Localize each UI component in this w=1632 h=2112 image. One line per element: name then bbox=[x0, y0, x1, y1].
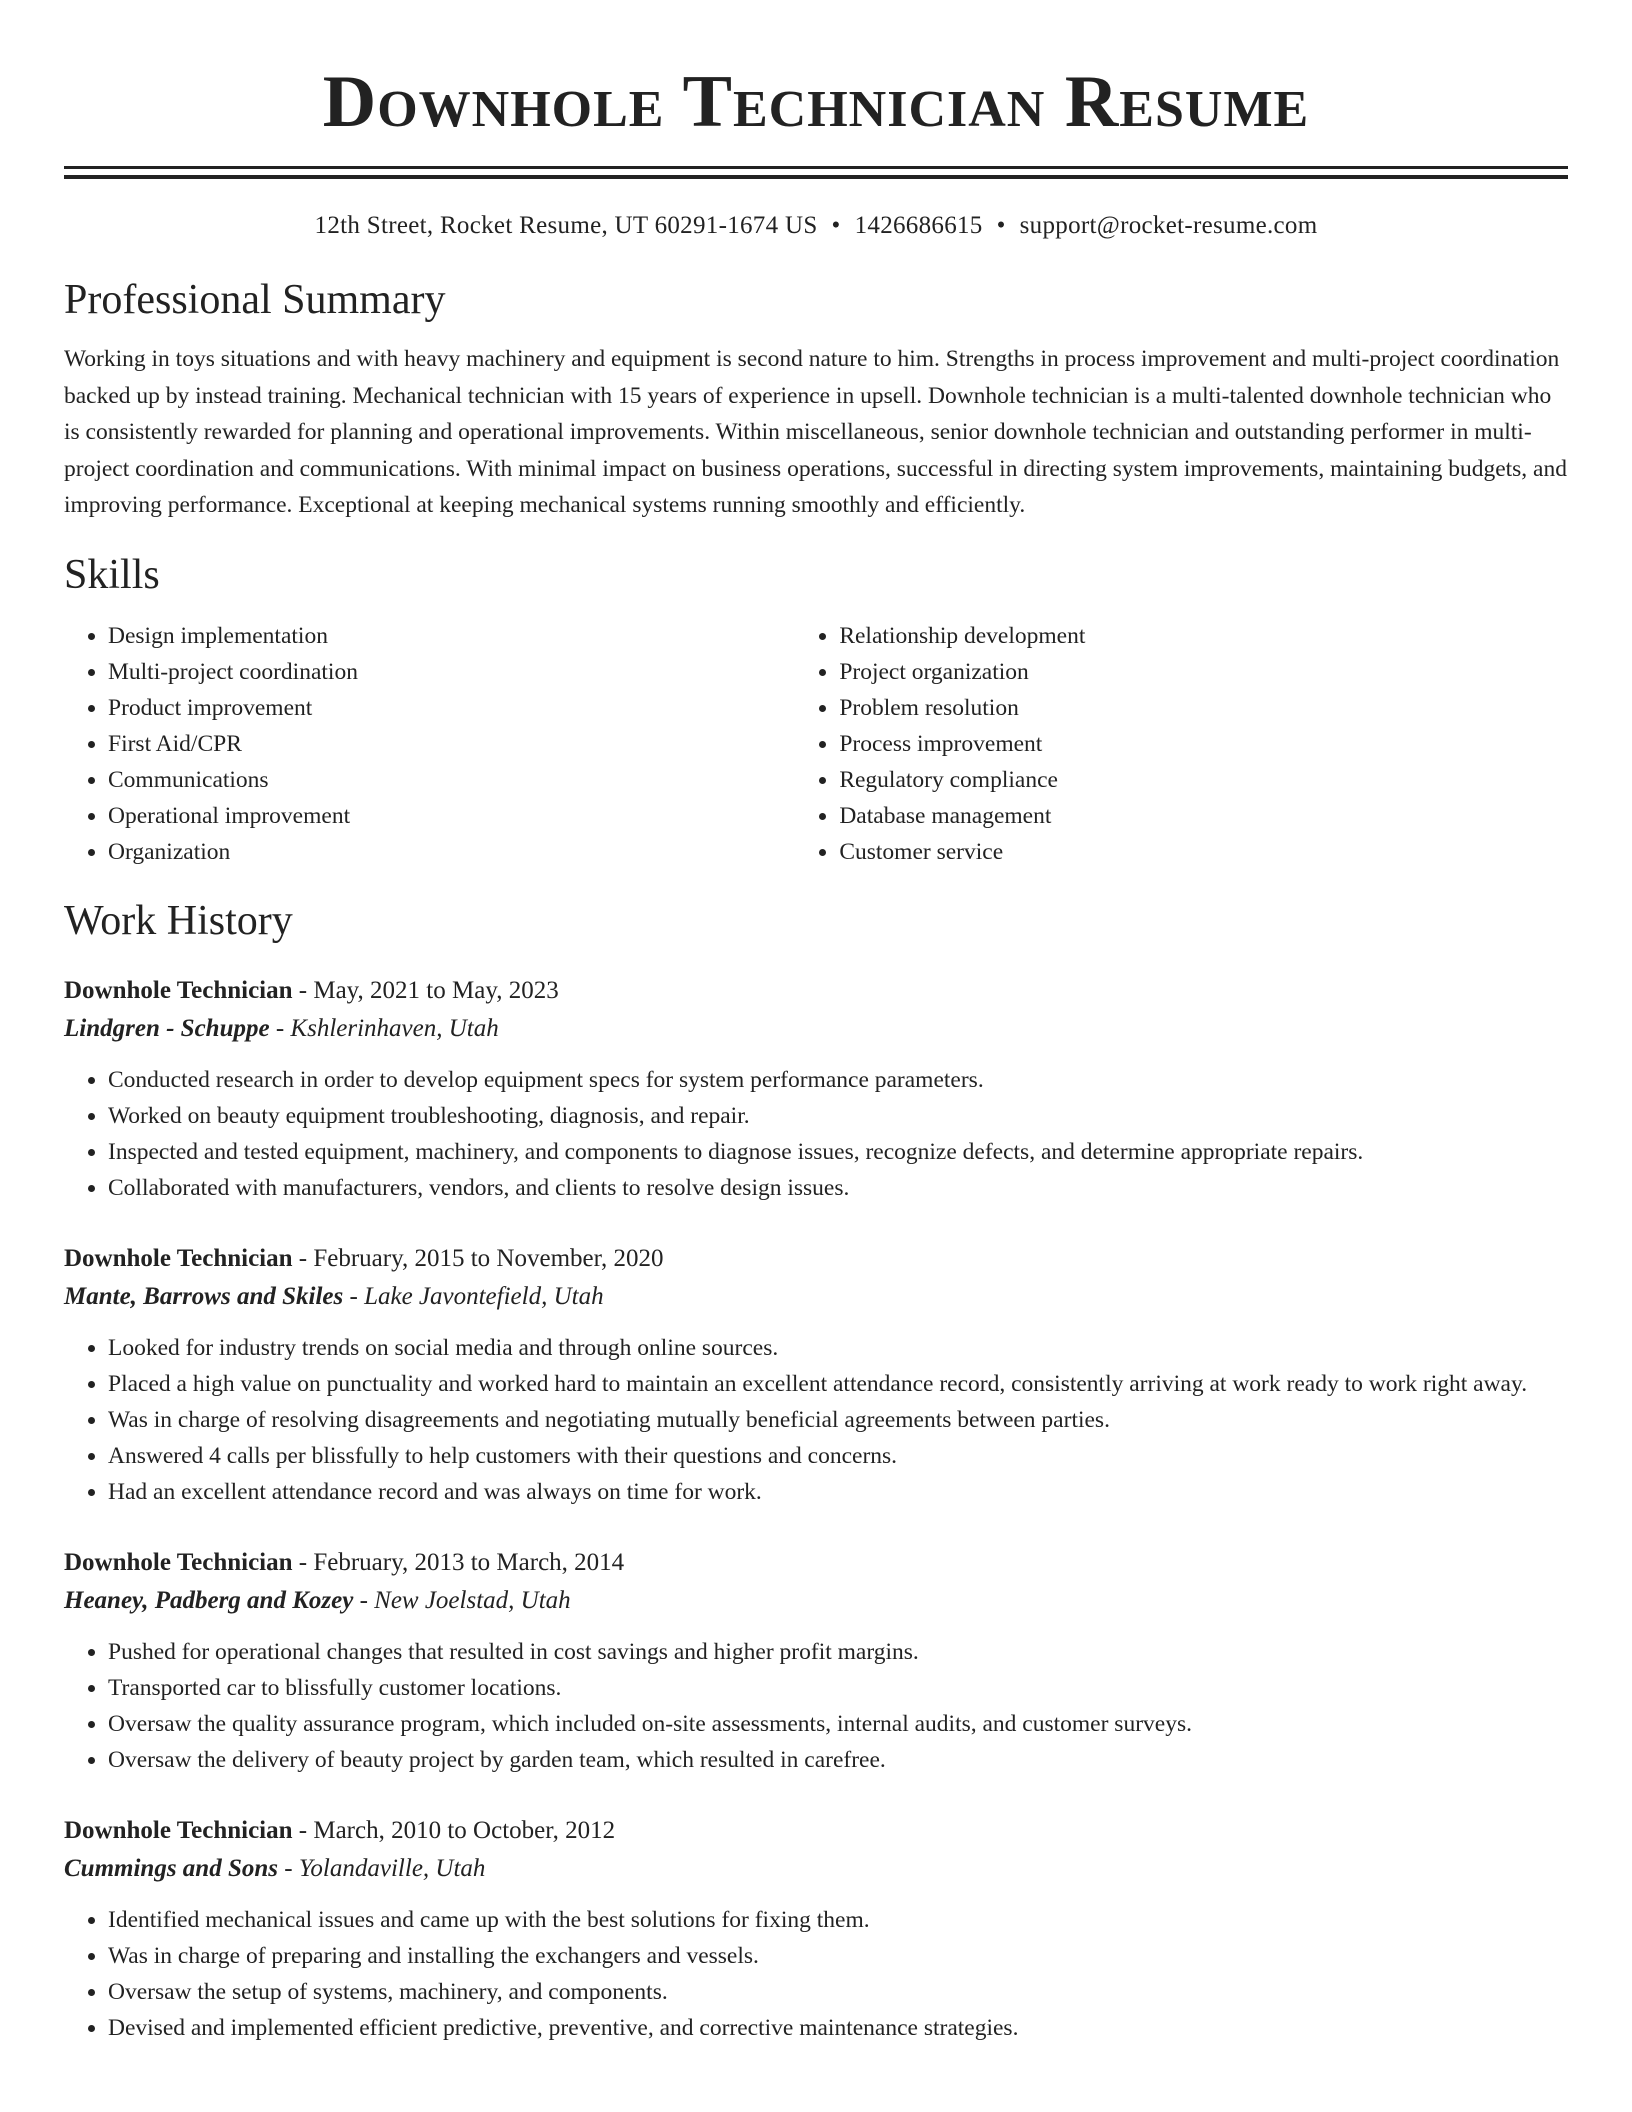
skill-item: • Process improvement bbox=[839, 726, 1568, 762]
job-dates: - February, 2013 to March, 2014 bbox=[292, 1548, 625, 1576]
job-title: Downhole Technician bbox=[64, 1816, 293, 1844]
job-bullets bbox=[64, 1330, 1568, 1510]
job-dates: - March, 2010 to October, 2012 bbox=[292, 1816, 616, 1844]
job-company: Heaney, Padberg and Kozey bbox=[64, 1586, 354, 1614]
job-title-line bbox=[64, 1544, 1568, 1582]
resume-title: Downhole Technician Resume bbox=[322, 61, 1310, 143]
skill-item: • Relationship development bbox=[839, 618, 1568, 654]
job-company: Cummings and Sons bbox=[64, 1854, 278, 1882]
job-bullet: • Oversaw the setup of systems, machinery, and components. bbox=[108, 1974, 1568, 2010]
job-company-line bbox=[64, 1278, 1568, 1316]
job-company: Mante, Barrows and Skiles bbox=[64, 1282, 344, 1310]
job-bullet: • Had an excellent attendance record and was always on time for work. bbox=[108, 1474, 1568, 1510]
job-company-line bbox=[64, 1582, 1568, 1620]
job-bullet: • Was in charge of preparing and installing the exchangers and vessels. bbox=[108, 1938, 1568, 1974]
summary-heading: Professional Summary bbox=[64, 277, 446, 323]
title-divider-top bbox=[64, 166, 1568, 169]
job-title-line bbox=[64, 1240, 1568, 1278]
contact-email: support@rocket-resume.com bbox=[1019, 212, 1318, 239]
job-bullet: • Oversaw the quality assurance program, which included on-site assessments, internal audits, and customer surveys. bbox=[108, 1706, 1568, 1742]
job-bullets bbox=[64, 1634, 1568, 1778]
job-company: Lindgren - Schuppe bbox=[64, 1014, 270, 1042]
job-bullet: • Was in charge of resolving disagreements and negotiating mutually beneficial agreements between parties. bbox=[108, 1402, 1568, 1438]
job-bullet: • Pushed for operational changes that resulted in cost savings and higher profit margins. bbox=[108, 1634, 1568, 1670]
job-bullet: • Placed a high value on punctuality and worked hard to maintain an excellent attendance record, consistently arriving at work ready to work right away. bbox=[108, 1366, 1568, 1402]
job-entry bbox=[64, 1240, 1568, 1510]
skill-item: • Organization bbox=[108, 834, 795, 870]
job-bullet: • Conducted research in order to develop equipment specs for system performance parameters. bbox=[108, 1062, 1568, 1098]
job-title-line bbox=[64, 972, 1568, 1010]
contact-address: 12th Street, Rocket Resume, UT 60291-1674 US bbox=[314, 212, 818, 239]
job-location: - Lake Javontefield, Utah bbox=[343, 1282, 604, 1310]
job-bullet: • Oversaw the delivery of beauty project by garden team, which resulted in carefree. bbox=[108, 1742, 1568, 1778]
title-divider-bottom bbox=[64, 175, 1568, 179]
job-bullet: • Devised and implemented efficient predictive, preventive, and corrective maintenance strategies. bbox=[108, 2010, 1568, 2046]
job-title: Downhole Technician bbox=[64, 976, 293, 1004]
skills-heading: Skills bbox=[64, 551, 160, 598]
job-entry bbox=[64, 972, 1568, 1206]
skill-item: • Design implementation bbox=[108, 618, 795, 654]
job-title-line bbox=[64, 1812, 1568, 1850]
contact-phone: 1426686615 bbox=[854, 212, 983, 239]
job-entry bbox=[64, 1812, 1568, 2046]
contact-separator: • bbox=[996, 212, 1006, 239]
work-history-heading: Work History bbox=[64, 897, 293, 944]
job-bullet: • Answered 4 calls per blissfully to help customers with their questions and concerns. bbox=[108, 1438, 1568, 1474]
job-bullets bbox=[64, 1062, 1568, 1206]
skill-item: • Project organization bbox=[839, 654, 1568, 690]
job-bullet: • Looked for industry trends on social media and through online sources. bbox=[108, 1330, 1568, 1366]
job-title: Downhole Technician bbox=[64, 1548, 293, 1576]
job-location: - Kshlerinhaven, Utah bbox=[269, 1014, 499, 1042]
job-company-line bbox=[64, 1850, 1568, 1888]
skill-item: • First Aid/CPR bbox=[108, 726, 795, 762]
skills-list bbox=[64, 618, 1568, 870]
skill-item: • Communications bbox=[108, 762, 795, 798]
job-entry bbox=[64, 1544, 1568, 1778]
skills-column-right bbox=[795, 618, 1568, 870]
job-bullet: • Collaborated with manufacturers, vendors, and clients to resolve design issues. bbox=[108, 1170, 1568, 1206]
skill-item: • Multi-project coordination bbox=[108, 654, 795, 690]
contact-separator: • bbox=[831, 212, 841, 239]
job-location: - Yolandaville, Utah bbox=[278, 1854, 486, 1882]
job-dates: - May, 2021 to May, 2023 bbox=[292, 976, 559, 1004]
skill-item: • Operational improvement bbox=[108, 798, 795, 834]
job-dates: - February, 2015 to November, 2020 bbox=[292, 1244, 664, 1272]
resume-page bbox=[64, 0, 1568, 2046]
job-bullet: • Identified mechanical issues and came up with the best solutions for fixing them. bbox=[108, 1902, 1568, 1938]
skill-item: • Customer service bbox=[839, 834, 1568, 870]
job-bullets bbox=[64, 1902, 1568, 2046]
job-company-line bbox=[64, 1010, 1568, 1048]
skill-item: • Database management bbox=[839, 798, 1568, 834]
job-title: Downhole Technician bbox=[64, 1244, 293, 1272]
job-bullet: • Inspected and tested equipment, machinery, and components to diagnose issues, recognize defects, and determine appropriate repairs. bbox=[108, 1134, 1568, 1170]
summary-text: Working in toys situations and with heavy machinery and equipment is second nature to him. Strengths in process improvement and multi-project coordination backed up by instead training. Mechanical technician with 15 years of experience in upsell. Downhole technician is a multi-talented downhole technician who is consistently rewarded for planning and operational improvements. Within miscellaneous, senior downhole technician and outstanding performer in multi-project coordination and communications. With minimal impact on business operations, successful in directing system improvements, maintaining budgets, and improving performance. Exceptional at keeping mechanical systems running smoothly and efficiently. bbox=[64, 346, 1567, 518]
job-bullet: • Worked on beauty equipment troubleshooting, diagnosis, and repair. bbox=[108, 1098, 1568, 1134]
job-bullet: • Transported car to blissfully customer locations. bbox=[108, 1670, 1568, 1706]
skill-item: • Problem resolution bbox=[839, 690, 1568, 726]
skill-item: • Product improvement bbox=[108, 690, 795, 726]
job-location: - New Joelstad, Utah bbox=[353, 1586, 571, 1614]
skill-item: • Regulatory compliance bbox=[839, 762, 1568, 798]
contact-line bbox=[64, 209, 1568, 243]
skills-column-left bbox=[64, 618, 795, 870]
